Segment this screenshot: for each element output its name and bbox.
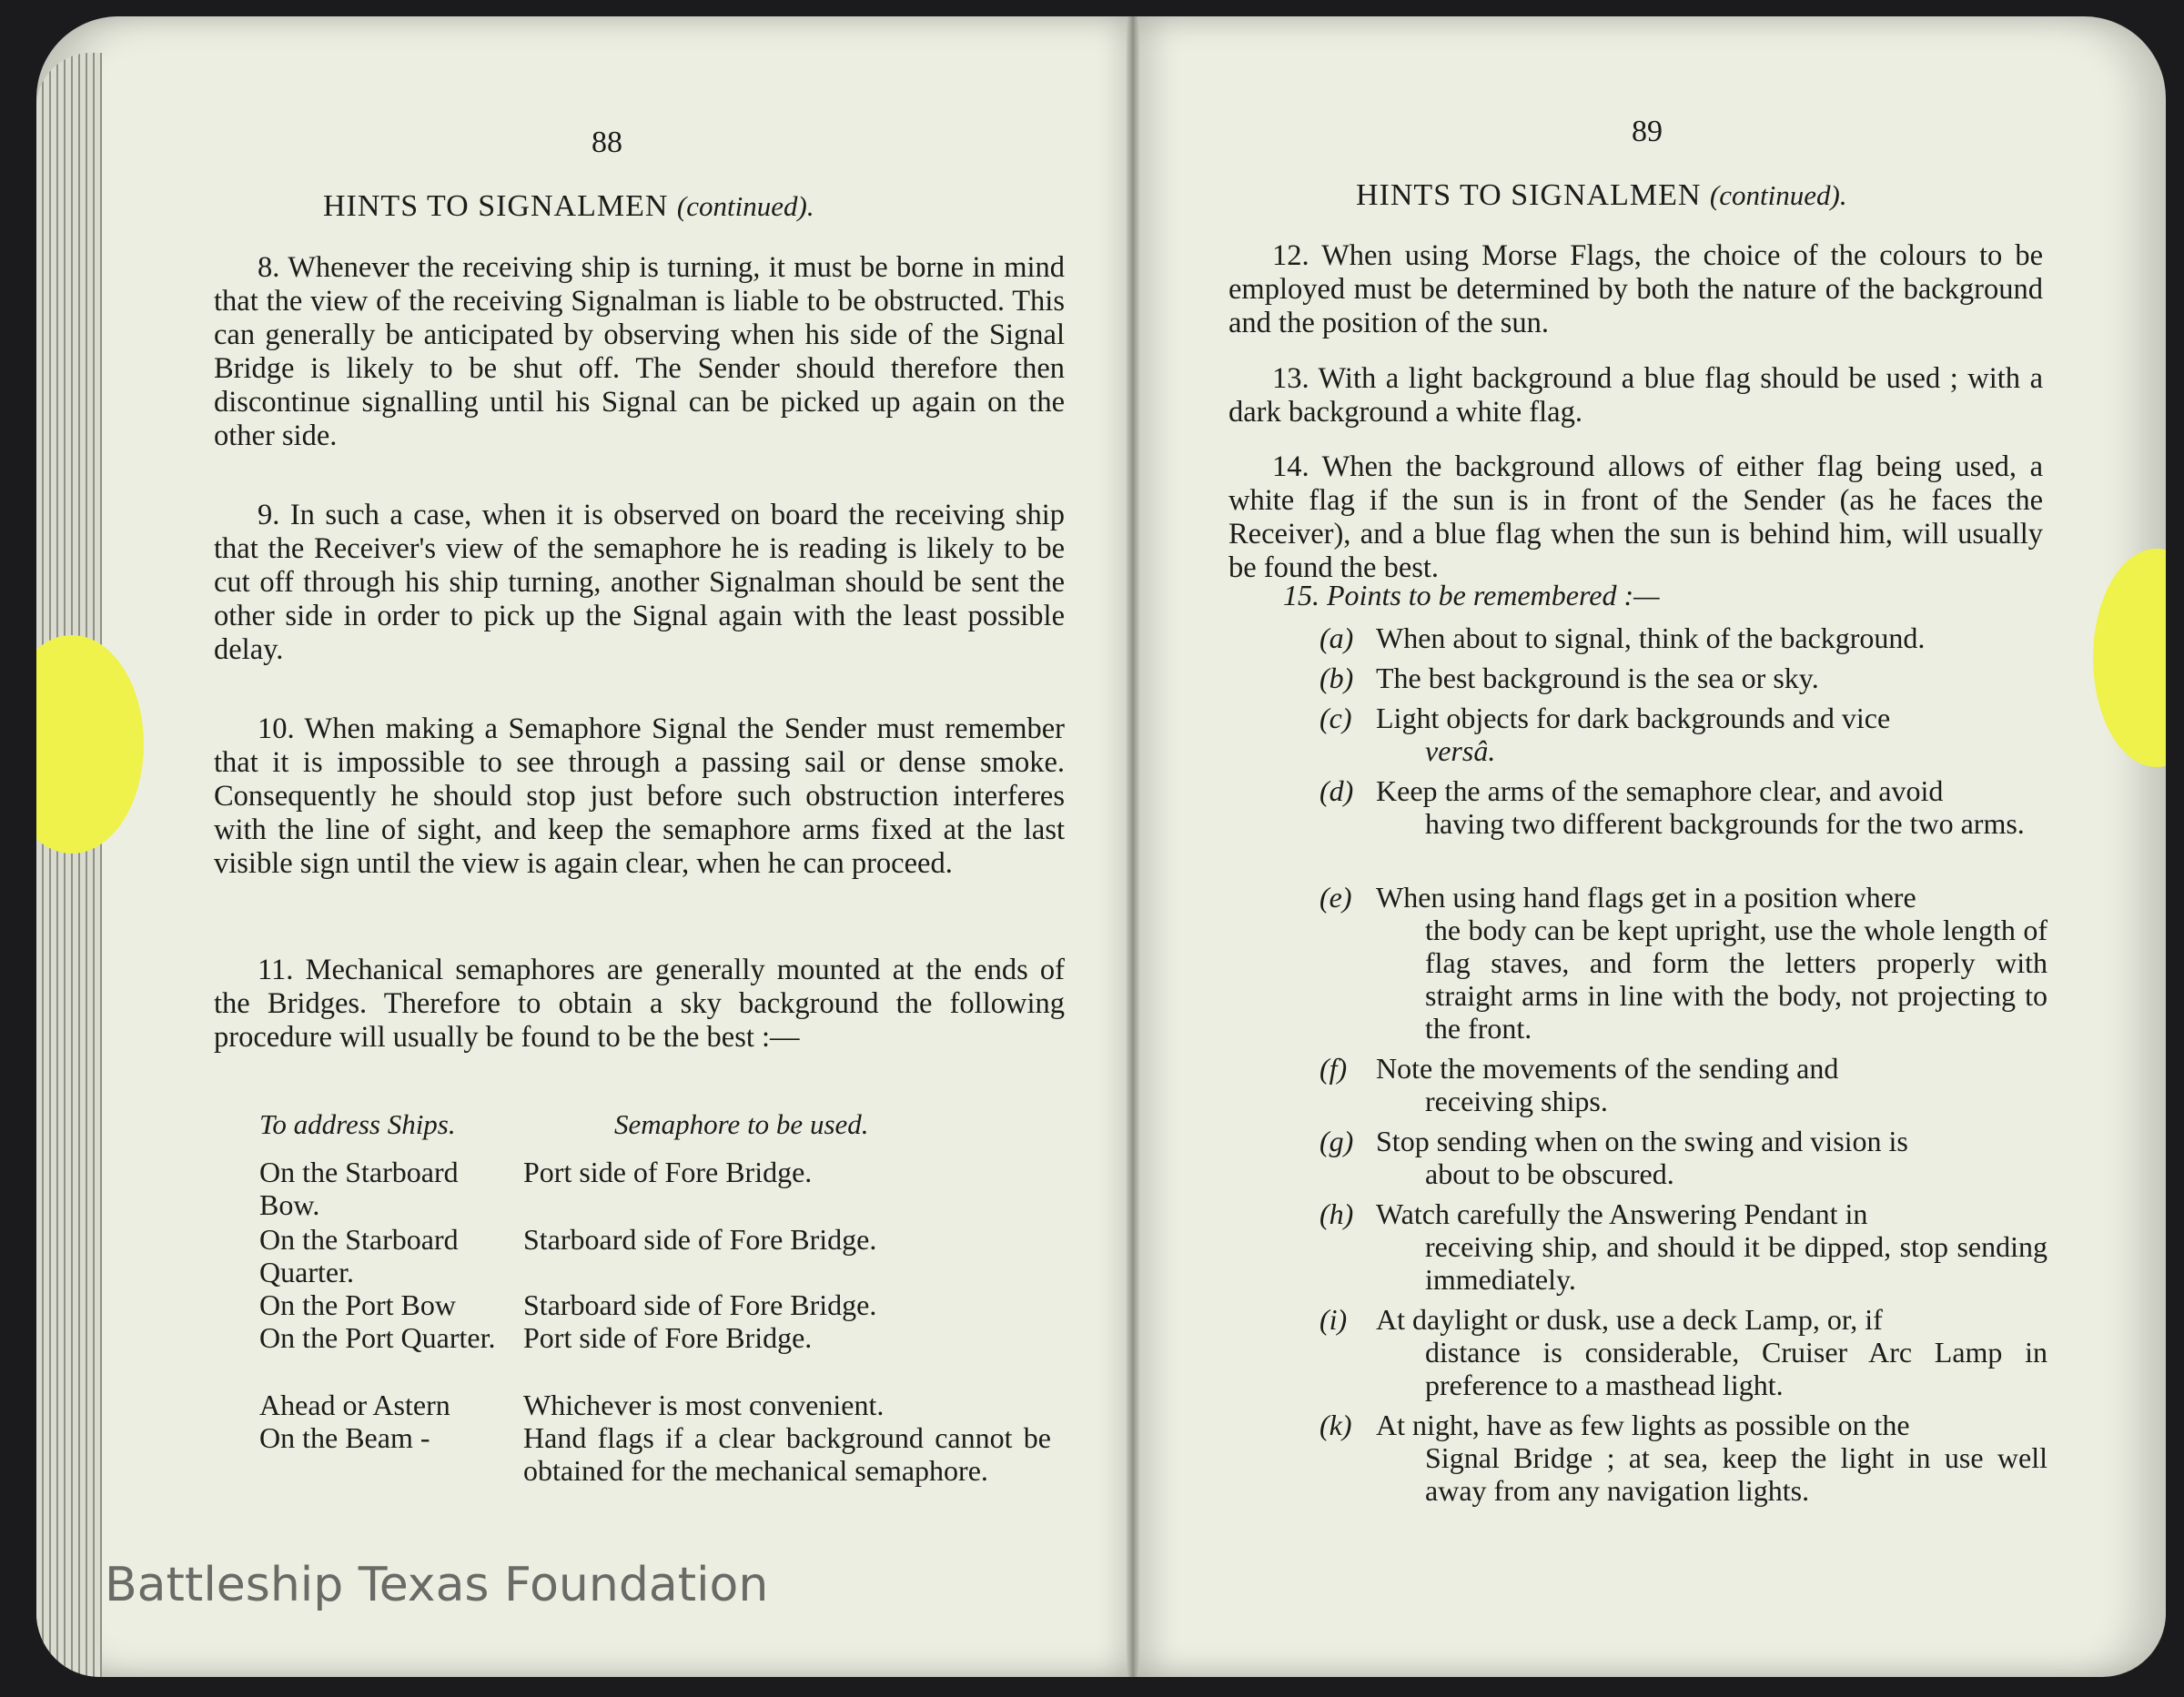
point-text-cont: distance is considerable, Cruiser Arc Lamp in preference to a masthead light.	[1425, 1336, 2048, 1401]
table-header-semaphore: Semaphore to be used.	[614, 1108, 869, 1140]
point-label: (k)	[1320, 1409, 1352, 1441]
point-label: (h)	[1320, 1197, 1354, 1230]
point-text: Light objects for dark backgrounds and vice	[1376, 702, 1891, 734]
left-page	[36, 16, 1133, 1677]
point-label: (d)	[1320, 774, 1354, 807]
point-item	[1320, 1125, 2048, 1194]
point-text-cont: Signal Bridge ; at sea, keep the light in use well away from any navigation lights.	[1425, 1441, 2048, 1507]
table-header-to-address: To address Ships.	[259, 1108, 456, 1140]
point-item	[1320, 621, 2048, 658]
heading-text: HINTS TO SIGNALMEN	[1356, 178, 1702, 212]
point-text-cont: having two different backgrounds for the two arms.	[1425, 807, 2025, 840]
semaphore-cell: Whichever is most convenient.	[523, 1389, 885, 1421]
point-text: At daylight or dusk, use a deck Lamp, or, if	[1376, 1303, 1883, 1336]
point-item	[1320, 1303, 2048, 1405]
point-text-cont: receiving ship, and should it be dipped, stop sending immediately.	[1425, 1230, 2048, 1296]
to-address-cell: Ahead or Astern	[259, 1389, 450, 1421]
point-text-cont: about to be obscured.	[1425, 1157, 1674, 1190]
paragraph-13: 13. With a light background a blue flag should be used ; with a dark background a white flag.	[1228, 362, 2043, 429]
semaphore-table	[259, 1108, 1069, 1536]
paragraph-8: 8. Whenever the receiving ship is turning, it must be borne in mind that the view of the receiving Signalman is liable to be obstructed. This can generally be anticipated by observing when his side of the Signal Bridge is likely to be shut off. The Sender should therefore then discontinue signalling until his Signal can be picked up again on the other side.	[214, 251, 1065, 452]
point-label: (e)	[1320, 881, 1352, 914]
point-text: Keep the arms of the semaphore clear, and avoid	[1376, 774, 1944, 807]
point-text-cont: versâ.	[1425, 734, 1496, 767]
point-text: The best background is the sea or sky.	[1376, 662, 1819, 694]
to-address-cell: On the Starboard Quarter.	[259, 1223, 459, 1288]
right-page	[1133, 16, 2166, 1677]
heading-suffix: (continued).	[1709, 179, 1847, 211]
point-text-cont: the body can be kept upright, use the whole length of flag staves, and form the letters properly with straight arms in line with the body, not projecting to the front.	[1425, 914, 2048, 1045]
point-label: (b)	[1320, 662, 1354, 694]
paragraph-9: 9. In such a case, when it is observed on board the receiving ship that the Receiver's view of the semaphore he is reading is likely to be cut off through his ship turning, another Signalman should be sent the other side in order to pick up the Signal again with the least possible delay.	[214, 499, 1065, 666]
yellow-tab-right	[2093, 549, 2166, 767]
paragraph-10: 10. When making a Semaphore Signal the Sender must remember that it is impossible to see through a passing sail or dense smoke. Consequently he should stop just before such obstruction interferes with the line of sight, and keep the semaphore arms fixed at the last visible sign until the view is again clear, when he can proceed.	[214, 712, 1065, 880]
page-number-right: 89	[1632, 115, 1663, 148]
point-label: (i)	[1320, 1303, 1348, 1336]
points-heading: 15. Points to be remembered :—	[1283, 579, 1660, 611]
page-heading-left	[323, 189, 814, 224]
point-item	[1320, 1052, 2048, 1121]
watermark: Battleship Texas Foundation	[105, 1558, 769, 1612]
to-address-cell: On the Beam -	[259, 1421, 430, 1454]
point-item	[1320, 702, 2048, 771]
point-label: (a)	[1320, 621, 1354, 654]
page-number-left: 88	[592, 126, 622, 159]
semaphore-cell: Starboard side of Fore Bridge.	[523, 1288, 877, 1321]
point-text: Stop sending when on the swing and vision is	[1376, 1125, 1908, 1157]
point-text: When about to signal, think of the background.	[1376, 621, 1926, 654]
page-heading-right	[1356, 178, 1847, 213]
point-text: At night, have as few lights as possible on the	[1376, 1409, 1910, 1441]
point-text: When using hand flags get in a position where	[1376, 881, 1916, 914]
semaphore-cell: Starboard side of Fore Bridge.	[523, 1223, 877, 1256]
point-label: (c)	[1320, 702, 1352, 734]
semaphore-cell: Port side of Fore Bridge.	[523, 1156, 813, 1188]
point-item	[1320, 1409, 2048, 1510]
point-item	[1320, 881, 2048, 1048]
heading-text: HINTS TO SIGNALMEN	[323, 189, 669, 223]
yellow-tab-left	[36, 635, 144, 854]
point-text-cont: receiving ships.	[1425, 1085, 1608, 1117]
paragraph-12: 12. When using Morse Flags, the choice of the colours to be employed must be determined by both the nature of the background and the position of the sun.	[1228, 239, 2043, 339]
page-edges	[36, 53, 102, 1677]
point-text: Note the movements of the sending and	[1376, 1052, 1839, 1085]
semaphore-cell: Port side of Fore Bridge.	[523, 1321, 813, 1354]
to-address-cell: On the Port Quarter.	[259, 1321, 496, 1354]
point-item	[1320, 1197, 2048, 1299]
point-label: (g)	[1320, 1125, 1354, 1157]
to-address-cell: On the Starboard Bow.	[259, 1156, 459, 1221]
point-item	[1320, 774, 2048, 876]
point-text: Watch carefully the Answering Pendant in	[1376, 1197, 1868, 1230]
heading-suffix: (continued).	[676, 190, 814, 222]
point-item	[1320, 662, 2048, 698]
book-gutter	[1127, 16, 1139, 1677]
paragraph-11: 11. Mechanical semaphores are generally mounted at the ends of the Bridges. Therefore to obtain a sky background the following procedure will usually be found to be the best :—	[214, 954, 1065, 1054]
semaphore-cell: Hand flags if a clear background cannot be obtained for the mechanical semaphore.	[523, 1421, 1051, 1487]
point-label: (f)	[1320, 1052, 1348, 1085]
to-address-cell: On the Port Bow	[259, 1288, 456, 1321]
paragraph-14: 14. When the background allows of either flag being used, a white flag if the sun is in front of the Sender (as he faces the Receiver), and a blue flag when the sun is behind him, will usually be found the best.	[1228, 450, 2043, 584]
